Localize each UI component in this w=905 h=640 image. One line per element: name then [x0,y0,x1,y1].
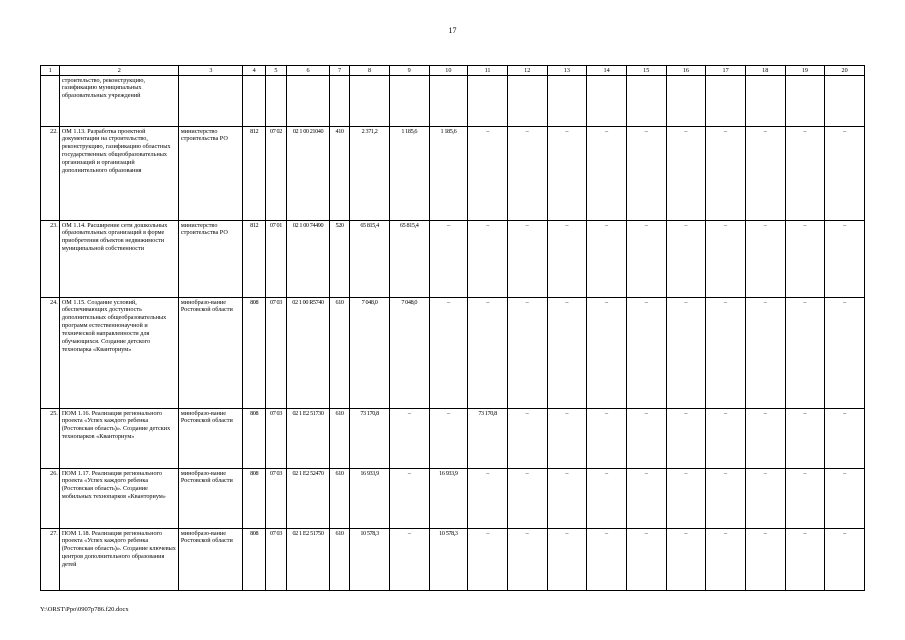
continuation-row [41,76,865,127]
budget-table [40,65,865,591]
num-cell [41,76,60,127]
table-row [41,469,865,529]
year-cell: – [825,298,865,409]
year-cell: – [785,221,825,298]
year-cell: – [785,409,825,469]
year-cell: – [547,298,587,409]
row-number: 24. [41,298,60,409]
year-cell: 16 933,9 [429,469,468,529]
rzpr-cell: 07 03 [265,469,286,529]
csr-cell: 02 1 E2 51750 [287,529,330,591]
rzpr-cell: 07 01 [265,221,286,298]
year-cell: – [468,221,508,298]
column-header: 17 [706,66,746,76]
name-cell: ОМ 1.13. Разработка проектной документации на строительство, реконструкцию, газификацию областных государственных общеобразовательных организаций и организаций дополнительного образования [60,127,179,221]
name-cell: ОМ 1.15. Создание условий, обеспечивающих доступность дополнительных общеобразовательных программ естественнонаучной и технической направленности для обучающихся. Создание детского технопарка «Кванториум» [60,298,179,409]
year-cell: – [547,127,587,221]
column-header: 5 [265,66,286,76]
year-cell: – [587,221,627,298]
grbs-cell: 808 [243,298,265,409]
year-cell: – [429,221,468,298]
header-row [41,66,865,76]
name-cell: ПОМ 1.18. Реализация регионального проекта «Успех каждого ребенка (Ростовская область)». Создание ключевых центров дополнительного образования детей [60,529,179,591]
year-cell: – [507,221,547,298]
csr-cell: 02 1 E2 52470 [287,469,330,529]
row-number: 26. [41,469,60,529]
column-header: 18 [745,66,785,76]
total-cell: 73 170,8 [350,409,390,469]
rzpr-cell: 07 02 [265,127,286,221]
column-header: 7 [329,66,349,76]
column-header: 2 [60,66,179,76]
vr-cell: 610 [329,529,349,591]
footer-file-path: Y:\ORST\Ppo\0907p786.f20.docx [40,606,129,613]
year-cell: – [587,529,627,591]
year-cell: – [825,127,865,221]
year-cell: – [745,127,785,221]
row-number: 22. [41,127,60,221]
year-cell: – [389,409,429,469]
year-cell: – [745,469,785,529]
column-header: 12 [507,66,547,76]
table-row [41,127,865,221]
year-cell: 65 815,4 [389,221,429,298]
grbs-cell: 808 [243,469,265,529]
year-cell: – [785,529,825,591]
year-cell: – [706,469,746,529]
vr-cell: 610 [329,409,349,469]
name-cell: ПОМ 1.17. Реализация регионального проекта «Успех каждого ребенка (Ростовская область)». Создание мобильных технопарков «Кванториум» [60,469,179,529]
executor-cell: минобразо-вание Ростовской области [179,409,243,469]
page-number: 17 [448,26,457,35]
year-cell: – [706,298,746,409]
year-cell: – [587,298,627,409]
year-cell: – [745,221,785,298]
executor-cell: министерство строительства РО [179,221,243,298]
column-header: 15 [626,66,666,76]
row-number: 23. [41,221,60,298]
column-header: 1 [41,66,60,76]
year-cell: – [507,127,547,221]
year-cell: – [429,409,468,469]
column-header: 11 [468,66,508,76]
year-cell: 1 185,6 [389,127,429,221]
column-header: 19 [785,66,825,76]
vr-cell: 610 [329,298,349,409]
executor-cell: минобразо-вание Ростовской области [179,529,243,591]
year-cell: – [547,221,587,298]
column-header: 20 [825,66,865,76]
table-row [41,529,865,591]
year-cell: – [587,469,627,529]
year-cell: – [389,529,429,591]
year-cell: – [626,409,666,469]
year-cell: – [429,298,468,409]
vr-cell: 610 [329,469,349,529]
column-header: 6 [287,66,330,76]
column-header: 4 [243,66,265,76]
table-row [41,409,865,469]
csr-cell: 02 1 00 21040 [287,127,330,221]
year-cell: 10 578,3 [429,529,468,591]
executor-cell: министерство строительства РО [179,127,243,221]
year-cell: – [468,127,508,221]
csr-cell: 02 1 E2 51730 [287,409,330,469]
year-cell: – [468,298,508,409]
year-cell: – [626,469,666,529]
year-cell: – [666,409,706,469]
year-cell: – [706,409,746,469]
year-cell: – [626,298,666,409]
row-number: 25. [41,409,60,469]
year-cell: – [587,127,627,221]
year-cell: – [706,221,746,298]
year-cell: – [666,221,706,298]
column-header: 13 [547,66,587,76]
vr-cell: 410 [329,127,349,221]
column-header: 10 [429,66,468,76]
name-cell: ОМ 1.14. Расширение сети дошкольных образовательных организаций в форме приобретения объектов недвижимости муниципальной собственности [60,221,179,298]
year-cell: – [785,127,825,221]
total-cell: 10 578,3 [350,529,390,591]
total-cell: 16 933,9 [350,469,390,529]
year-cell: – [587,409,627,469]
year-cell: – [389,469,429,529]
year-cell: – [626,529,666,591]
year-cell: – [666,469,706,529]
year-cell: – [547,469,587,529]
year-cell: – [507,298,547,409]
csr-cell: 02 1 00 74490 [287,221,330,298]
year-cell: – [626,127,666,221]
row-number: 27. [41,529,60,591]
grbs-cell: 808 [243,409,265,469]
grbs-cell: 808 [243,529,265,591]
year-cell: – [507,409,547,469]
executor-cell: минобразо-вание Ростовской области [179,298,243,409]
year-cell: 7 048,0 [389,298,429,409]
total-cell: 65 815,4 [350,221,390,298]
year-cell: – [706,127,746,221]
year-cell: – [666,298,706,409]
year-cell: – [507,529,547,591]
year-cell: – [825,221,865,298]
year-cell: – [547,529,587,591]
year-cell: – [825,529,865,591]
executor-cell: минобразо-вание Ростовской области [179,469,243,529]
table-row [41,298,865,409]
year-cell: – [666,127,706,221]
rzpr-cell: 07 03 [265,529,286,591]
year-cell: – [825,409,865,469]
grbs-cell: 812 [243,221,265,298]
year-cell: – [745,298,785,409]
column-header: 16 [666,66,706,76]
year-cell: 1 185,6 [429,127,468,221]
vr-cell: 520 [329,221,349,298]
rzpr-cell: 07 03 [265,409,286,469]
year-cell: – [626,221,666,298]
total-cell: 2 371,2 [350,127,390,221]
year-cell: – [745,409,785,469]
name-cell: строительство, реконструкцию, газификацию муниципальных образовательных учреждений [60,76,179,127]
year-cell: – [785,298,825,409]
name-cell: ПОМ 1.16. Реализация регионального проекта «Успех каждого ребенка (Ростовская область)». Создание детских технопарков «Кванториум» [60,409,179,469]
table-row [41,221,865,298]
year-cell: – [785,469,825,529]
column-header: 14 [587,66,627,76]
year-cell: – [706,529,746,591]
csr-cell: 02 1 00 R5740 [287,298,330,409]
column-header: 3 [179,66,243,76]
grbs-cell: 812 [243,127,265,221]
rzpr-cell: 07 03 [265,298,286,409]
year-cell: – [547,409,587,469]
year-cell: – [666,529,706,591]
executor-cell [179,76,243,127]
total-cell: 7 048,0 [350,298,390,409]
year-cell: – [507,469,547,529]
year-cell: – [745,529,785,591]
year-cell: – [468,529,508,591]
column-header: 8 [350,66,390,76]
year-cell: – [825,469,865,529]
column-header: 9 [389,66,429,76]
year-cell: – [468,469,508,529]
year-cell: 73 170,8 [468,409,508,469]
